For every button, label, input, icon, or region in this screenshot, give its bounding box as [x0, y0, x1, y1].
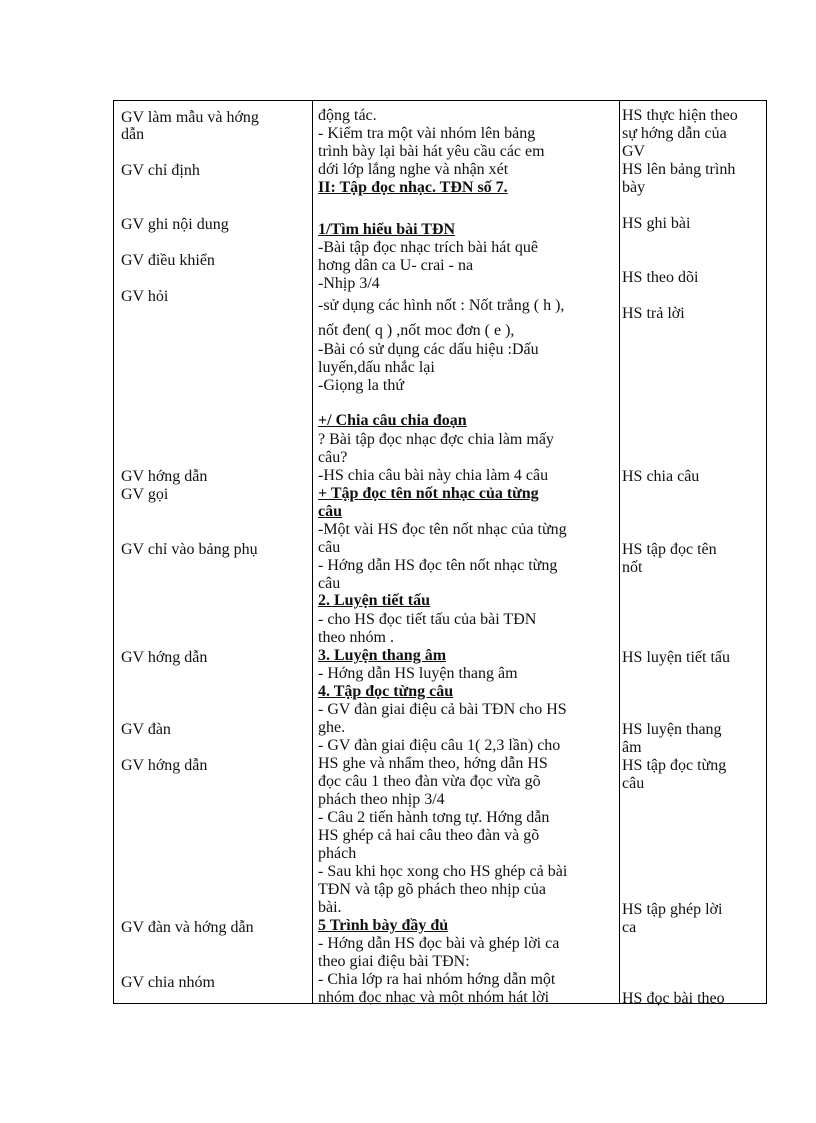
- lesson-content-line: - Kiểm tra một vài nhóm lên bảng: [318, 125, 536, 142]
- student-activity-line: HS luyện thang: [622, 721, 722, 738]
- lesson-content-line: HS ghép cả hai câu theo đàn và gõ: [318, 827, 540, 844]
- lesson-content-line: ? Bài tập đọc nhạc đợc chia làm mấy: [318, 431, 554, 448]
- lesson-content-line: -HS chia câu bài này chia làm 4 câu: [318, 467, 549, 484]
- student-activity-line: ca: [622, 919, 637, 936]
- teacher-activity-line: GV làm mẫu và hớng: [121, 109, 259, 126]
- student-activity-line: sự hớng dẫn của: [622, 125, 727, 142]
- lesson-table: [113, 100, 767, 1007]
- teacher-activity-line: GV đàn và hớng dẫn: [121, 919, 254, 936]
- lesson-content-line: nốt đen( q ) ,nốt moc đơn ( e ),: [318, 322, 515, 339]
- teacher-activity-column: [121, 101, 309, 1003]
- teacher-activity-line: dẫn: [121, 126, 145, 143]
- lesson-content-line: HS ghe và nhẩm theo, hớng dẫn HS: [318, 755, 548, 772]
- teacher-activity-line: GV chia nhóm: [121, 974, 215, 991]
- lesson-content-line: động tác.: [318, 107, 377, 124]
- lesson-content-line: + Tập đọc tên nốt nhạc của từng: [318, 485, 539, 502]
- lesson-content-line: đọc câu 1 theo đàn vừa đọc vừa gõ: [318, 773, 541, 790]
- student-activity-line: bày: [622, 179, 646, 196]
- lesson-content-column: [318, 101, 616, 1006]
- student-activity-line: HS tập đọc từng: [622, 757, 727, 774]
- lesson-content-line: - GV đàn giai điệu câu 1( 2,3 lần) cho: [318, 737, 561, 754]
- column-divider-1: [312, 101, 313, 1003]
- lesson-content-line: -Bài tập đọc nhạc trích bài hát quê: [318, 239, 538, 256]
- lesson-content-line: câu: [318, 503, 342, 520]
- teacher-activity-line: GV ghi nội dung: [121, 216, 229, 233]
- student-activity-line: câu: [622, 775, 645, 792]
- lesson-content-line: - Hớng dẫn HS luyện thang âm: [318, 665, 518, 682]
- teacher-activity-line: GV đàn: [121, 721, 171, 738]
- lesson-content-line: -Giọng la thứ: [318, 377, 404, 394]
- student-activity-line: HS trả lời: [622, 305, 685, 322]
- lesson-content-line: - Hớng dẫn HS đọc tên nốt nhạc từng: [318, 557, 558, 574]
- teacher-activity-line: GV chỉ vào bảng phụ: [121, 541, 258, 558]
- lesson-content-line: phách theo nhịp 3/4: [318, 791, 445, 808]
- student-activity-line: HS chia câu: [622, 468, 700, 485]
- student-activity-line: HS tập ghép lời: [622, 901, 723, 918]
- lesson-content-line: bài.: [318, 899, 342, 916]
- student-activity-line: GV: [622, 143, 646, 160]
- student-activity-line: HS thực hiện theo: [622, 107, 738, 124]
- student-activity-line: HS ghi bài: [622, 215, 691, 232]
- lesson-content-line: - GV đàn giai điệu cả bài TĐN cho HS: [318, 701, 567, 718]
- teacher-activity-line: GV hớng dẫn: [121, 649, 208, 666]
- student-activity-line: nốt: [622, 559, 643, 576]
- lesson-content-line: 5 Trình bày đầy đủ: [318, 917, 449, 934]
- lesson-content-line: nhóm đọc nhạc và một nhóm hát lời: [318, 989, 550, 1006]
- teacher-activity-line: GV điều khiển: [121, 252, 215, 269]
- lesson-content-line: phách: [318, 845, 357, 862]
- lesson-content-line: TĐN và tập gõ phách theo nhịp của: [318, 881, 546, 898]
- lesson-content-line: - Chia lớp ra hai nhóm hớng dẫn một: [318, 971, 556, 988]
- lesson-content-line: +/ Chia câu chia đoạn: [318, 412, 467, 429]
- student-activity-line: HS luyện tiết tấu: [622, 649, 730, 666]
- student-activity-line: HS tập đọc tên: [622, 541, 717, 558]
- lesson-content-line: - cho HS đọc tiết tấu của bài TĐN: [318, 611, 537, 628]
- lesson-content-line: - Sau khi học xong cho HS ghép cả bài: [318, 863, 568, 880]
- lesson-content-line: trình bày lại bài hát yêu cầu các em: [318, 143, 545, 160]
- student-activity-column: [622, 101, 766, 1007]
- lesson-content-line: -Nhịp 3/4: [318, 275, 380, 292]
- teacher-activity-line: GV gọi: [121, 486, 169, 503]
- teacher-activity-line: GV hỏi: [121, 288, 169, 305]
- student-activity-line: HS theo dõi: [622, 269, 699, 286]
- lesson-content-line: ghe.: [318, 719, 346, 736]
- lesson-content-line: -Bài có sử dụng các dấu hiệu :Dấu: [318, 341, 539, 358]
- student-activity-line: HS lên bảng trình: [622, 161, 736, 178]
- lesson-content-line: câu?: [318, 449, 348, 466]
- teacher-activity-line: GV chỉ định: [121, 162, 200, 179]
- lesson-content-line: - Hớng dẫn HS đọc bài và ghép lời ca: [318, 935, 560, 952]
- teacher-activity-line: GV hớng dẫn: [121, 468, 208, 485]
- lesson-content-line: -Một vài HS đọc tên nốt nhạc của từng: [318, 521, 567, 538]
- lesson-content-line: luyến,dấu nhắc lại: [318, 359, 435, 376]
- lesson-content-line: theo giai điệu bài TĐN:: [318, 953, 470, 970]
- lesson-content-line: 3. Luyện thang âm: [318, 647, 447, 664]
- lesson-content-line: 2. Luyện tiết tấu: [318, 592, 430, 609]
- student-activity-line: HS đọc bài theo: [622, 990, 725, 1007]
- lesson-content-line: 1/Tìm hiểu bài TĐN: [318, 221, 456, 238]
- lesson-content-line: dới lớp lắng nghe và nhận xét: [318, 161, 509, 178]
- lesson-content-line: - Câu 2 tiến hành tơng tự. Hớng dẫn: [318, 809, 550, 826]
- lesson-content-line: hơng dân ca U- crai - na: [318, 257, 474, 274]
- lesson-content-line: câu: [318, 575, 341, 592]
- lesson-content-line: theo nhóm .: [318, 629, 394, 646]
- lesson-content-line: II: Tập đọc nhạc. TĐN số 7.: [318, 179, 508, 196]
- column-divider-2: [619, 101, 620, 1003]
- teacher-activity-line: GV hớng dẫn: [121, 757, 208, 774]
- student-activity-line: âm: [622, 739, 642, 756]
- lesson-content-line: 4. Tập đọc từng câu: [318, 683, 454, 700]
- lesson-content-line: câu: [318, 539, 341, 556]
- lesson-content-line: -sử dụng các hình nốt : Nốt trắng ( h ),: [318, 297, 565, 314]
